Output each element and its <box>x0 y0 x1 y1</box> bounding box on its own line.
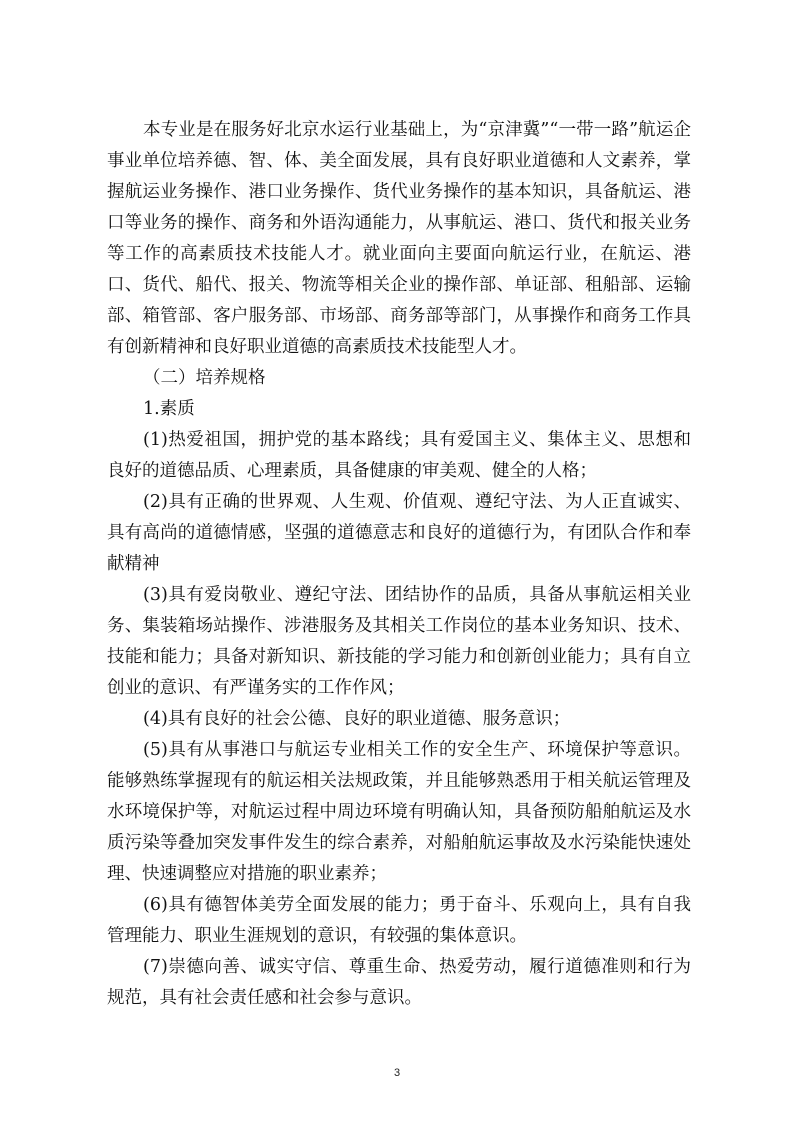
intro-paragraph: 本专业是在服务好北京水运行业基础上，为“京津冀”“一带一路”航运企事业单位培养德、智、体、美全面发展，具有良好职业道德和人文素养，掌握航运业务操作、港口业务操作、货代业务操作的基本知识，具备航运、港口等业务的操作、商务和外语沟通能力，从事航运、港口、货代和报关业务等工作的高素质技术技能人才。就业面向主要面向航运行业，在航运、港口、货代、船代、报关、物流等相关企业的操作部、单证部、租船部、运输部、箱管部、客户服务部、市场部、商务部等部门，从事操作和商务工作具有创新精神和良好职业道德的高素质技术技能型人才。 <box>107 120 691 357</box>
quality-item-5: (5)具有从事港口与航运专业相关工作的安全生产、环境保护等意识。能够熟练掌握现有的航运相关法规政策，并且能够熟悉用于相关航运管理及水环境保护等，对航运过程中周边环境有明确认知，具备预防船舶航运及水质污染等叠加突发事件发生的综合素养，对船舶航运事故及水污染能快速处理、快速调整应对措施的职业素养； <box>107 740 691 884</box>
document-body <box>107 115 691 1014</box>
quality-item-3: (3)具有爱岗敬业、遵纪守法、团结协作的品质，具备从事航运相关业务、集装箱场站操作、涉港服务及其相关工作岗位的基本业务知识、技术、技能和能力；具备对新知识、新技能的学习能力和创新创业能力；具有自立创业的意识、有严谨务实的工作作风； <box>107 585 691 698</box>
quality-item-2: (2)具有正确的世界观、人生观、价值观、遵纪守法、为人正直诚实、具有高尚的道德情感，坚强的道德意志和良好的道德行为，有团队合作和奉献精神 <box>107 492 691 574</box>
page-number: 3 <box>393 1067 401 1079</box>
section-heading: （二）培养规格 <box>143 368 266 388</box>
quality-item-6: (6)具有德智体美劳全面发展的能力；勇于奋斗、乐观向上，具有自我管理能力、职业生涯规划的意识，有较强的集体意识。 <box>107 895 691 946</box>
quality-item-4: (4)具有良好的社会公德、良好的职业道德、服务意识； <box>143 709 571 729</box>
quality-item-1: (1)热爱祖国，拥护党的基本路线；具有爱国主义、集体主义、思想和良好的道德品质、心理素质，具备健康的审美观、健全的人格； <box>107 430 691 481</box>
subsection-heading: 1.素质 <box>143 399 195 419</box>
quality-item-7: (7)崇德向善、诚实守信、尊重生命、热爱劳动，履行道德准则和行为规范，具有社会责任感和社会参与意识。 <box>107 957 691 1008</box>
